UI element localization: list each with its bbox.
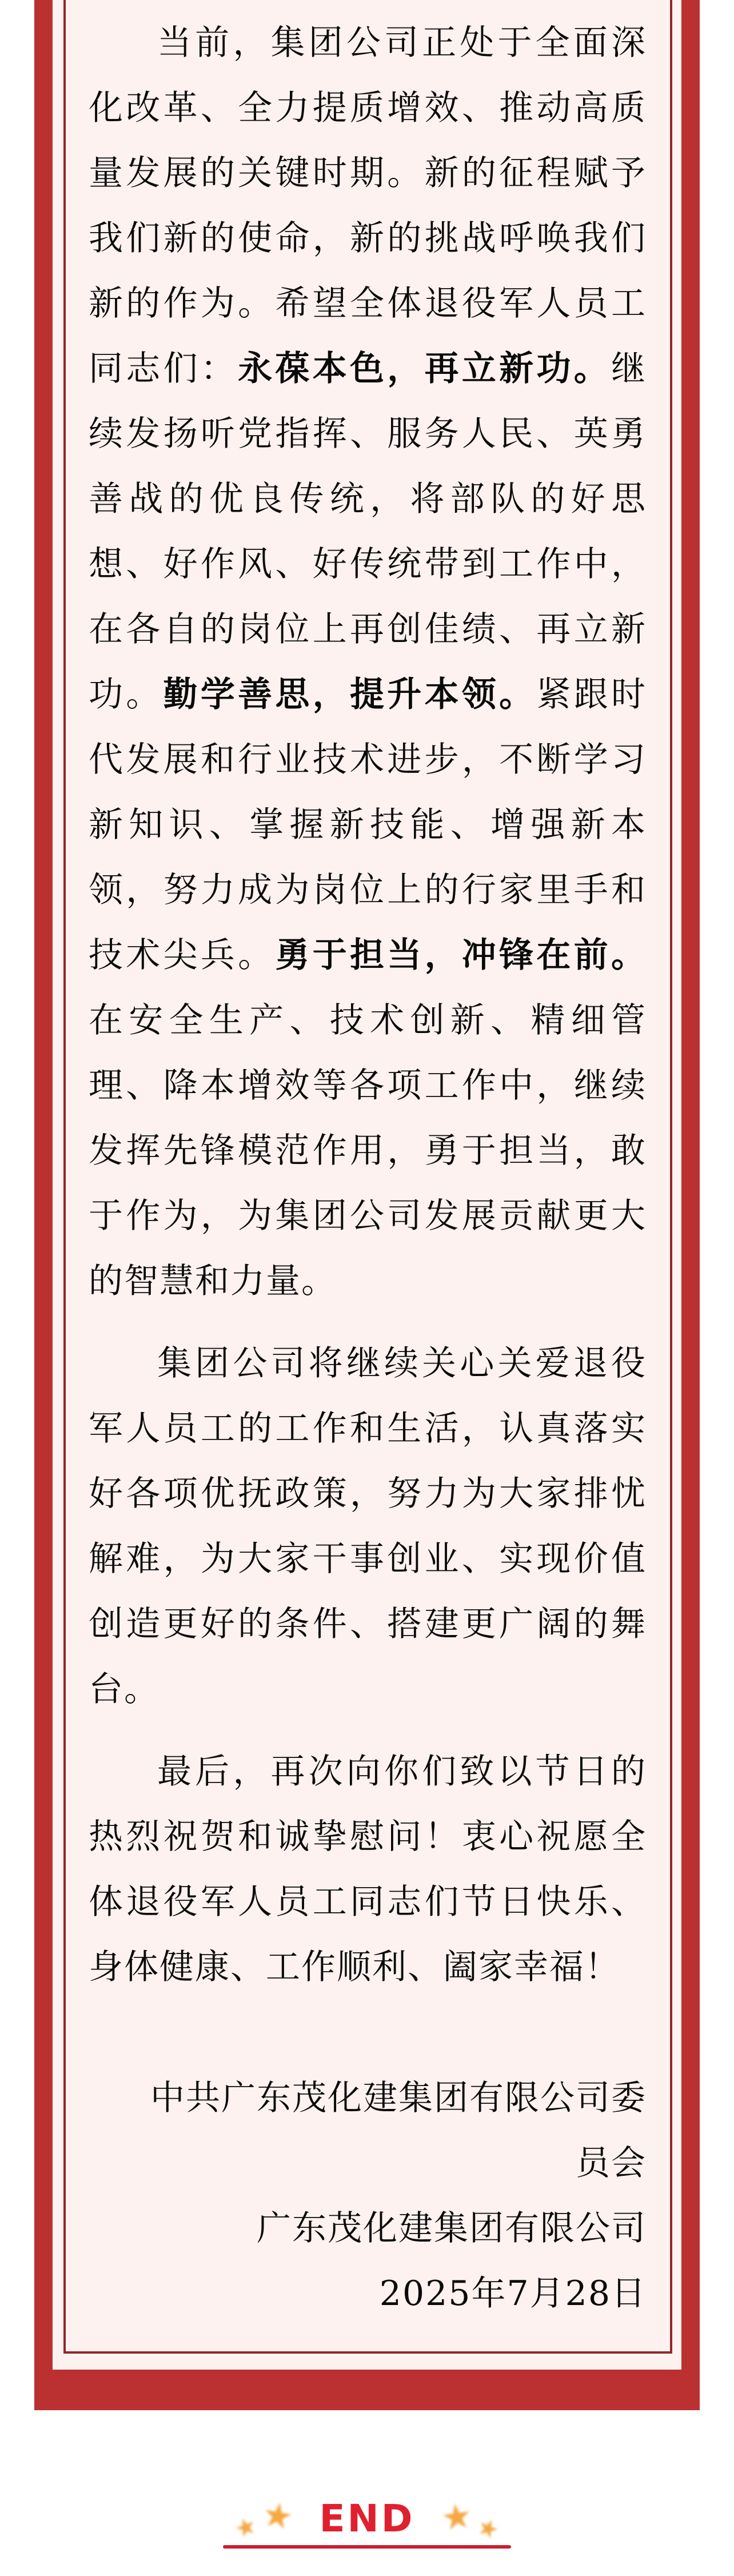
paragraph [89,1739,647,2000]
article-panel [63,0,672,2354]
star-icon: ★ [258,2493,297,2539]
signature-date: 2025年7月28日 [379,2274,647,2314]
signature-committee: 中共广东茂化建集团有限公司委员会 [150,2078,647,2183]
paragraph [89,10,647,1314]
article-body [66,0,670,2326]
body-text: 在安全生产、技术创新、精细管理、降本增效等各项工作中，继续发挥先锋模范作用，勇于担当，敢于作为，为集团公司发展贡献更大的智慧和力量。 [89,1000,647,1301]
end-underline [223,2545,511,2549]
star-icon: ★ [230,2510,261,2544]
body-text: 继续发扬听党指挥、服务人民、英勇善战的优良传统，将部队的好思想、好作风、好传统带到工作中，在各自的岗位上再创佳绩、再立新功。 [89,349,647,715]
emphasis-text: 永葆本色，再立新功。 [238,349,612,389]
body-text: 当前，集团公司正处于全面深化改革、全力提质增效、推动高质量发展的关键时期。新的征程赋予我们新的使命，新的挑战呼唤我们新的作为。希望全体退役军人员工同志们： [89,23,647,389]
star-icon: ★ [473,2511,504,2546]
body-text: 最后，再次向你们致以节日的热烈祝贺和诚挚慰问！衷心祝愿全体退役军人员工同志们节日快乐、身体健康、工作顺利、阖家幸福！ [89,1752,647,1987]
body-text: 集团公司将继续关心关爱退役军人员工的工作和生活，认真落实好各项优抚政策，努力为大家排忧解难，为大家干事创业、实现价值创造更好的条件、搭建更广阔的舞台。 [89,1343,647,1709]
signature-company: 广东茂化建集团有限公司 [257,2208,647,2248]
paragraph [89,1331,647,1722]
red-frame [34,0,700,2410]
emphasis-text: 勤学善思，提升本领。 [163,675,537,715]
signature-block [141,2065,647,2326]
end-label: END [319,2496,415,2541]
paragraph-list [89,10,647,2000]
article-card [53,0,681,2370]
body-text: 紧跟时代发展和行业技术进步，不断学习新知识、掌握新技能、增强新本领，努力成为岗位上的行家里手和技术尖兵。 [89,675,647,975]
end-marker [0,2488,734,2549]
emphasis-text: 勇于担当，冲锋在前。 [275,935,647,975]
star-icon: ★ [438,2495,474,2539]
